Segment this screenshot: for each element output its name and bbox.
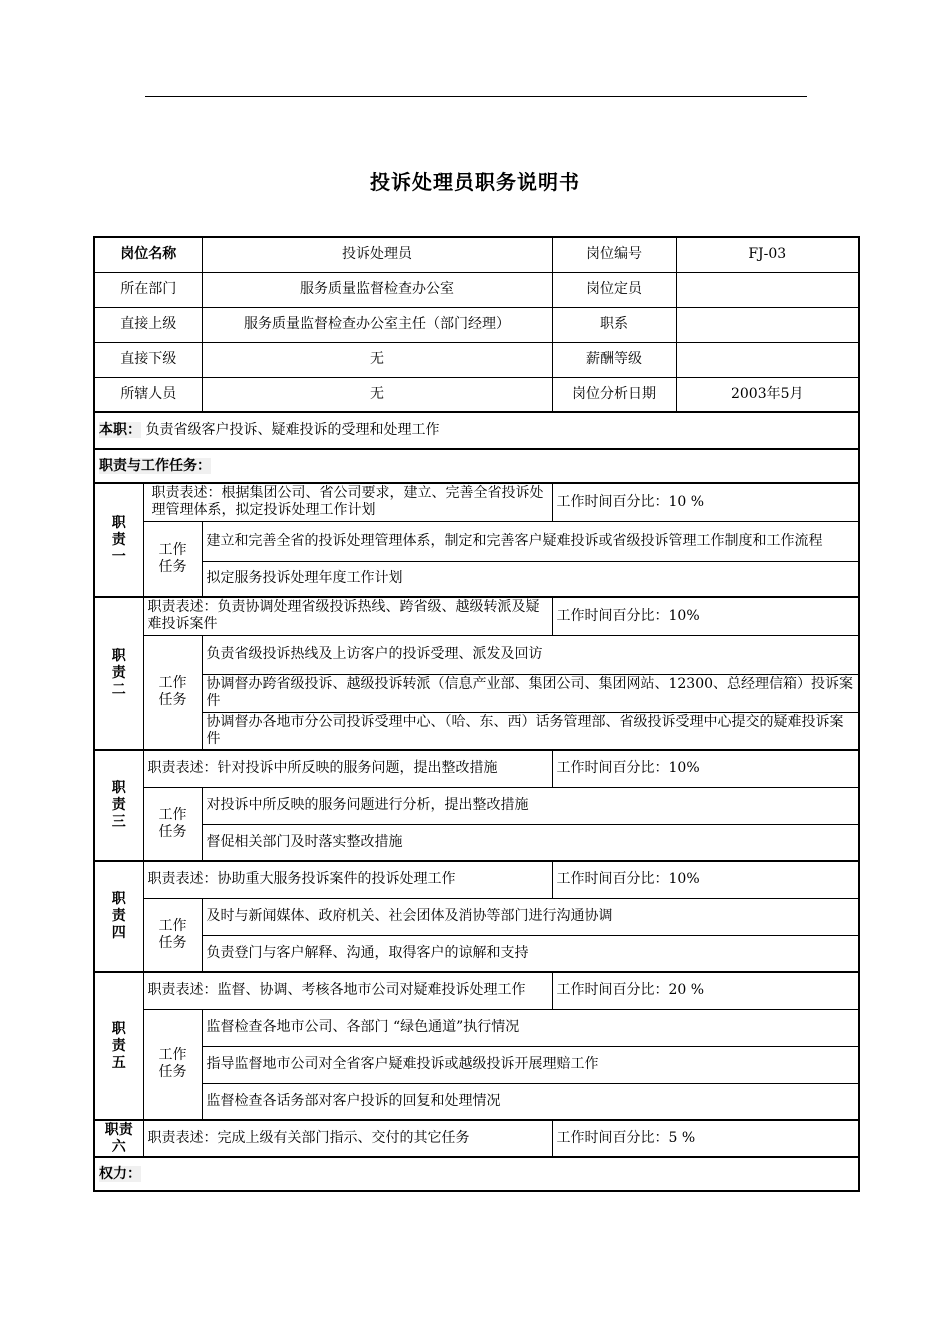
duty-1-label-text: 职责一 — [111, 514, 126, 565]
duty-4-description: 职责表述：协助重大服务投诉案件的投诉处理工作 — [143, 861, 552, 898]
row-superior — [94, 307, 859, 342]
duty-5-task-label-text: 工作任务 — [158, 1047, 187, 1081]
series-label: 职系 — [552, 307, 676, 342]
duty-3-task-row — [94, 824, 859, 861]
series-value — [676, 307, 859, 342]
duty-4-label-text: 职责四 — [111, 891, 126, 941]
duty-4-task-label-text: 工作任务 — [158, 917, 187, 951]
analysis-date-value: 2003年5月 — [676, 377, 859, 412]
duty-5-task-row — [94, 1009, 859, 1046]
duty-2-description: 职责表述：负责协调处理省级投诉热线、跨省级、越级转派及疑难投诉案件 — [143, 597, 552, 635]
row-department — [94, 272, 859, 307]
duty-4-task-1: 及时与新闻媒体、政府机关、社会团体及消协等部门进行沟通协调 — [202, 898, 859, 935]
duty-2-label — [94, 597, 143, 750]
duty-5-task-1: 监督检查各地市公司、各部门 “绿色通道”执行情况 — [202, 1009, 859, 1046]
analysis-date-label: 岗位分析日期 — [552, 377, 676, 412]
duty-5-task-3: 监督检查各话务部对客户投诉的回复和处理情况 — [202, 1083, 859, 1120]
duty-3-task-1: 对投诉中所反映的服务问题进行分析，提出整改措施 — [202, 787, 859, 824]
duty-2-task-3: 协调督办各地市分公司投诉受理中心、（哈、东、西）话务管理部、省级投诉受理中心提交的疑难投诉案件 — [202, 712, 859, 750]
duty-1-task-row — [94, 521, 859, 561]
duty-6-percent: 工作时间百分比：5 % — [552, 1120, 859, 1157]
duty-3-description: 职责表述：针对投诉中所反映的服务问题，提出整改措施 — [143, 750, 552, 787]
duty-3-task-row — [94, 787, 859, 824]
authority-cell — [94, 1157, 859, 1191]
duty-1-task-2: 拟定服务投诉处理年度工作计划 — [202, 561, 859, 597]
position-name-label: 岗位名称 — [94, 237, 202, 272]
duty-5-description: 职责表述：监督、协调、考核各地市公司对疑难投诉处理工作 — [143, 972, 552, 1009]
duty-2-task-2: 协调督办跨省级投诉、越级投诉转派（信息产业部、集团公司、集团网站、12300、总经理信箱）投诉案件 — [202, 674, 859, 712]
row-authority — [94, 1157, 859, 1191]
duty-1-description-row — [94, 483, 859, 521]
duty-1-description: 职责表述：根据集团公司、省公司要求，建立、完善全省投诉处理管理体系，拟定投诉处理工作计划 — [143, 483, 552, 521]
superior-label: 直接上级 — [94, 307, 202, 342]
duty-1-task-label — [143, 521, 202, 597]
duty-5-task-row — [94, 1046, 859, 1083]
duty-6-description-row — [94, 1120, 859, 1157]
superior-value: 服务质量监督检查办公室主任（部门经理） — [202, 307, 552, 342]
duty-6-description: 职责表述：完成上级有关部门指示、交付的其它任务 — [143, 1120, 552, 1157]
position-code-label: 岗位编号 — [552, 237, 676, 272]
managed-value: 无 — [202, 377, 552, 412]
duty-5-task-row — [94, 1083, 859, 1120]
headcount-value — [676, 272, 859, 307]
duty-4-task-row — [94, 935, 859, 972]
department-label: 所在部门 — [94, 272, 202, 307]
duty-3-label — [94, 750, 143, 861]
duty-2-description-row — [94, 597, 859, 635]
duty-2-task-row — [94, 674, 859, 712]
authority-label: 权力： — [99, 1165, 141, 1182]
duty-6-label-text: 职责六 — [104, 1121, 133, 1155]
duty-2-task-row — [94, 712, 859, 750]
duty-5-label-text: 职责五 — [111, 1020, 126, 1071]
duty-3-description-row — [94, 750, 859, 787]
salary-value — [676, 342, 859, 377]
position-name-value: 投诉处理员 — [202, 237, 552, 272]
row-subordinate — [94, 342, 859, 377]
job-description-table — [93, 236, 860, 1192]
duty-3-task-2: 督促相关部门及时落实整改措施 — [202, 824, 859, 861]
duty-2-percent: 工作时间百分比：10% — [552, 597, 859, 635]
duty-1-percent: 工作时间百分比：10 % — [552, 483, 859, 521]
duty-4-percent: 工作时间百分比：10% — [552, 861, 859, 898]
row-managed — [94, 377, 859, 412]
department-value: 服务质量监督检查办公室 — [202, 272, 552, 307]
duty-2-task-label — [143, 635, 202, 750]
row-position-name — [94, 237, 859, 272]
duty-3-label-text: 职责三 — [111, 780, 126, 830]
duty-3-task-label-text: 工作任务 — [158, 806, 187, 840]
duty-2-task-1: 负责省级投诉热线及上访客户的投诉受理、派发及回访 — [202, 635, 859, 674]
duty-2-task-row — [94, 635, 859, 674]
managed-label: 所辖人员 — [94, 377, 202, 412]
salary-label: 薪酬等级 — [552, 342, 676, 377]
duty-4-task-2: 负责登门与客户解释、沟通，取得客户的谅解和支持 — [202, 935, 859, 972]
duties-heading-cell — [94, 449, 859, 483]
core-duty-cell — [94, 412, 859, 449]
duty-4-label — [94, 861, 143, 972]
row-duties-heading — [94, 449, 859, 483]
duty-3-percent: 工作时间百分比：10% — [552, 750, 859, 787]
headcount-label: 岗位定员 — [552, 272, 676, 307]
duty-1-label — [94, 483, 143, 597]
duty-2-label-text: 职责二 — [111, 648, 126, 698]
core-duty-text: 负责省级客户投诉、疑难投诉的受理和处理工作 — [145, 422, 440, 438]
duty-5-task-2: 指导监督地市公司对全省客户疑难投诉或越级投诉开展理赔工作 — [202, 1046, 859, 1083]
duty-2-task-label-text: 工作任务 — [158, 675, 187, 709]
document-title: 投诉处理员职务说明书 — [370, 170, 580, 194]
position-code-value: FJ-03 — [676, 237, 859, 272]
duty-1-task-1: 建立和完善全省的投诉处理管理体系，制定和完善客户疑难投诉或省级投诉管理工作制度和工作流程 — [202, 521, 859, 561]
header-rule — [145, 96, 807, 97]
core-duty-label: 本职： — [99, 422, 141, 438]
duty-3-task-label — [143, 787, 202, 861]
duty-4-task-label — [143, 898, 202, 972]
duty-1-task-row — [94, 561, 859, 597]
duty-5-task-label — [143, 1009, 202, 1120]
duty-6-label — [94, 1120, 143, 1157]
subordinate-value: 无 — [202, 342, 552, 377]
duty-4-description-row — [94, 861, 859, 898]
duty-5-description-row — [94, 972, 859, 1009]
duties-heading: 职责与工作任务： — [99, 457, 211, 474]
duty-5-percent: 工作时间百分比：20 % — [552, 972, 859, 1009]
duty-5-label — [94, 972, 143, 1120]
subordinate-label: 直接下级 — [94, 342, 202, 377]
duty-4-task-row — [94, 898, 859, 935]
duty-1-task-label-text: 工作任务 — [158, 541, 187, 575]
row-core-duty — [94, 412, 859, 449]
